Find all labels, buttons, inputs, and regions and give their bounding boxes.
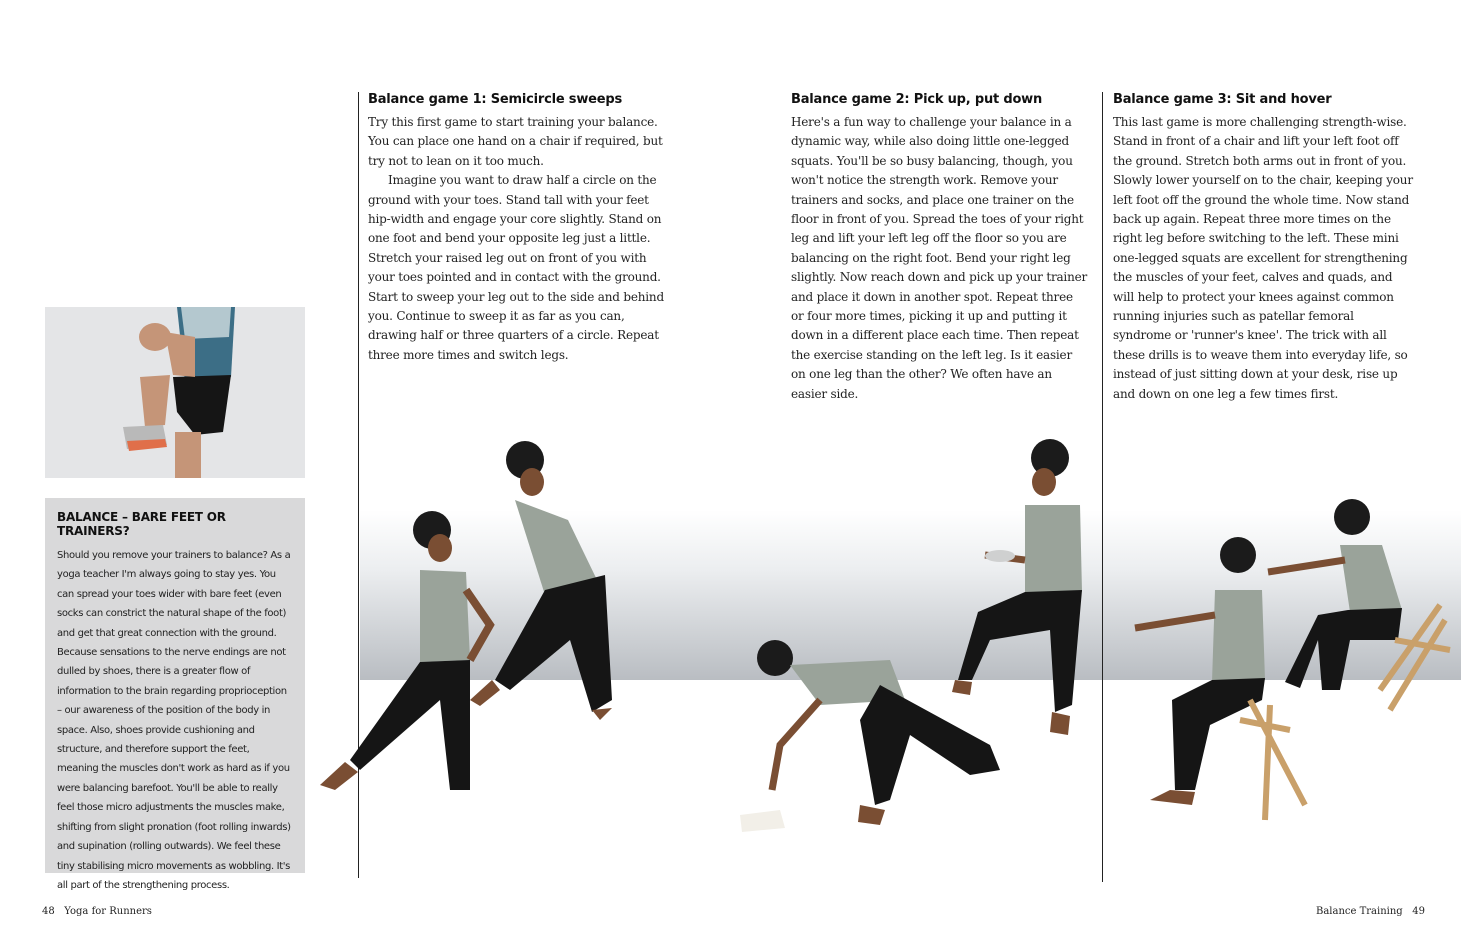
section-pick-up-put-down [791, 92, 1089, 404]
studio-backdrop [360, 510, 1461, 680]
sidebar-box [45, 498, 305, 891]
book-title: Yoga for Runners [64, 906, 152, 917]
section-title: Balance game 2: Pick up, put down [791, 92, 1043, 107]
section-title: Balance game 3: Sit and hover [1113, 92, 1332, 107]
section-sit-and-hover [1113, 92, 1415, 404]
chapter-title: Balance Training [1316, 906, 1403, 917]
right-folio [1316, 906, 1425, 917]
page-number: 49 [1412, 906, 1425, 917]
section-paragraph: Imagine you want to draw half a circle on the ground with your toes. Stand tall with your feet hip-width and engage your core slightly. Stand on one foot and bend your opposite leg just a little. Stretch your raised leg out on front of you with your toes pointed and in contact with the ground. Start to sweep your leg out to the side and behind you. Continue to sweep it as far as you can, drawing half or three quarters of a circle. Repeat three more times and switch legs. [368, 173, 664, 362]
studio-floor [360, 680, 1461, 890]
knee-hug-figure [45, 307, 305, 478]
column-rule-left [358, 92, 359, 878]
section-paragraph: Try this first game to start training your balance. You can place one hand on a chair if required, but try not to lean on it too much. [368, 115, 663, 168]
page-number: 48 [42, 906, 55, 917]
section-title: Balance game 1: Semicircle sweeps [368, 92, 623, 107]
column-rule-right [1102, 92, 1103, 882]
sidebar-title: BALANCE – BARE FEET OR TRAINERS? [57, 510, 226, 538]
knee-hug-photo [45, 307, 305, 478]
left-folio [42, 906, 152, 917]
section-semicircle-sweeps [368, 92, 666, 365]
sidebar-body: Should you remove your trainers to balance? As a yoga teacher I'm always going to stay yes. You can spread your toes wider with bare feet (even socks can constrict the natural shape of the foot) and get that great connection with the ground. Because sensations to the nerve endings are not dulled by shoes, there is a greater flow of information to the brain regarding proprioception – our awareness of the position of the body in space. Also, shoes provide cushioning and structure, and therefore support the feet, meaning the muscles don't work as hard as if you were balancing barefoot. You'll be able to really feel those micro adjustments the muscles make, shifting from slight pronation (foot rolling inwards) and supination (rolling outwards). We feel these tiny stabilising micro movements as wobbling. It's all part of the strengthening process. [57, 550, 291, 891]
section-paragraph: Here's a fun way to challenge your balance in a dynamic way, while also doing little one-legged squats. You'll be so busy balancing, though, you won't notice the strength work. Remove your trainers and socks, and place one trainer on the floor in front of you. Spread the toes of your right leg and lift your left leg off the floor so you are balancing on the right foot. Bend your right leg slightly. Now reach down and pick up your trainer and place it down in another spot. Repeat three or four more times, picking it up and putting it down in a different place each time. Then repeat the exercise standing on the left leg. Is it easier on one leg than the other? We often have an easier side. [791, 115, 1088, 401]
section-paragraph: This last game is more challenging strength-wise. Stand in front of a chair and lift your left foot off the ground. Stretch both arms out in front of you. Slowly lower yourself on to the chair, keeping your left foot off the ground the whole time. Now stand back up again. Repeat three more times on the right leg before switching to the left. These mini one-legged squats are excellent for strengthening the muscles of your feet, calves and quads, and will help to protect your knees against common running injuries such as patellar femoral syndrome or 'runner's knee'. The trick with all these drills is to weave them into everyday life, so instead of just sitting down at your desk, rise up and down on one leg a few times first. [1113, 115, 1413, 401]
